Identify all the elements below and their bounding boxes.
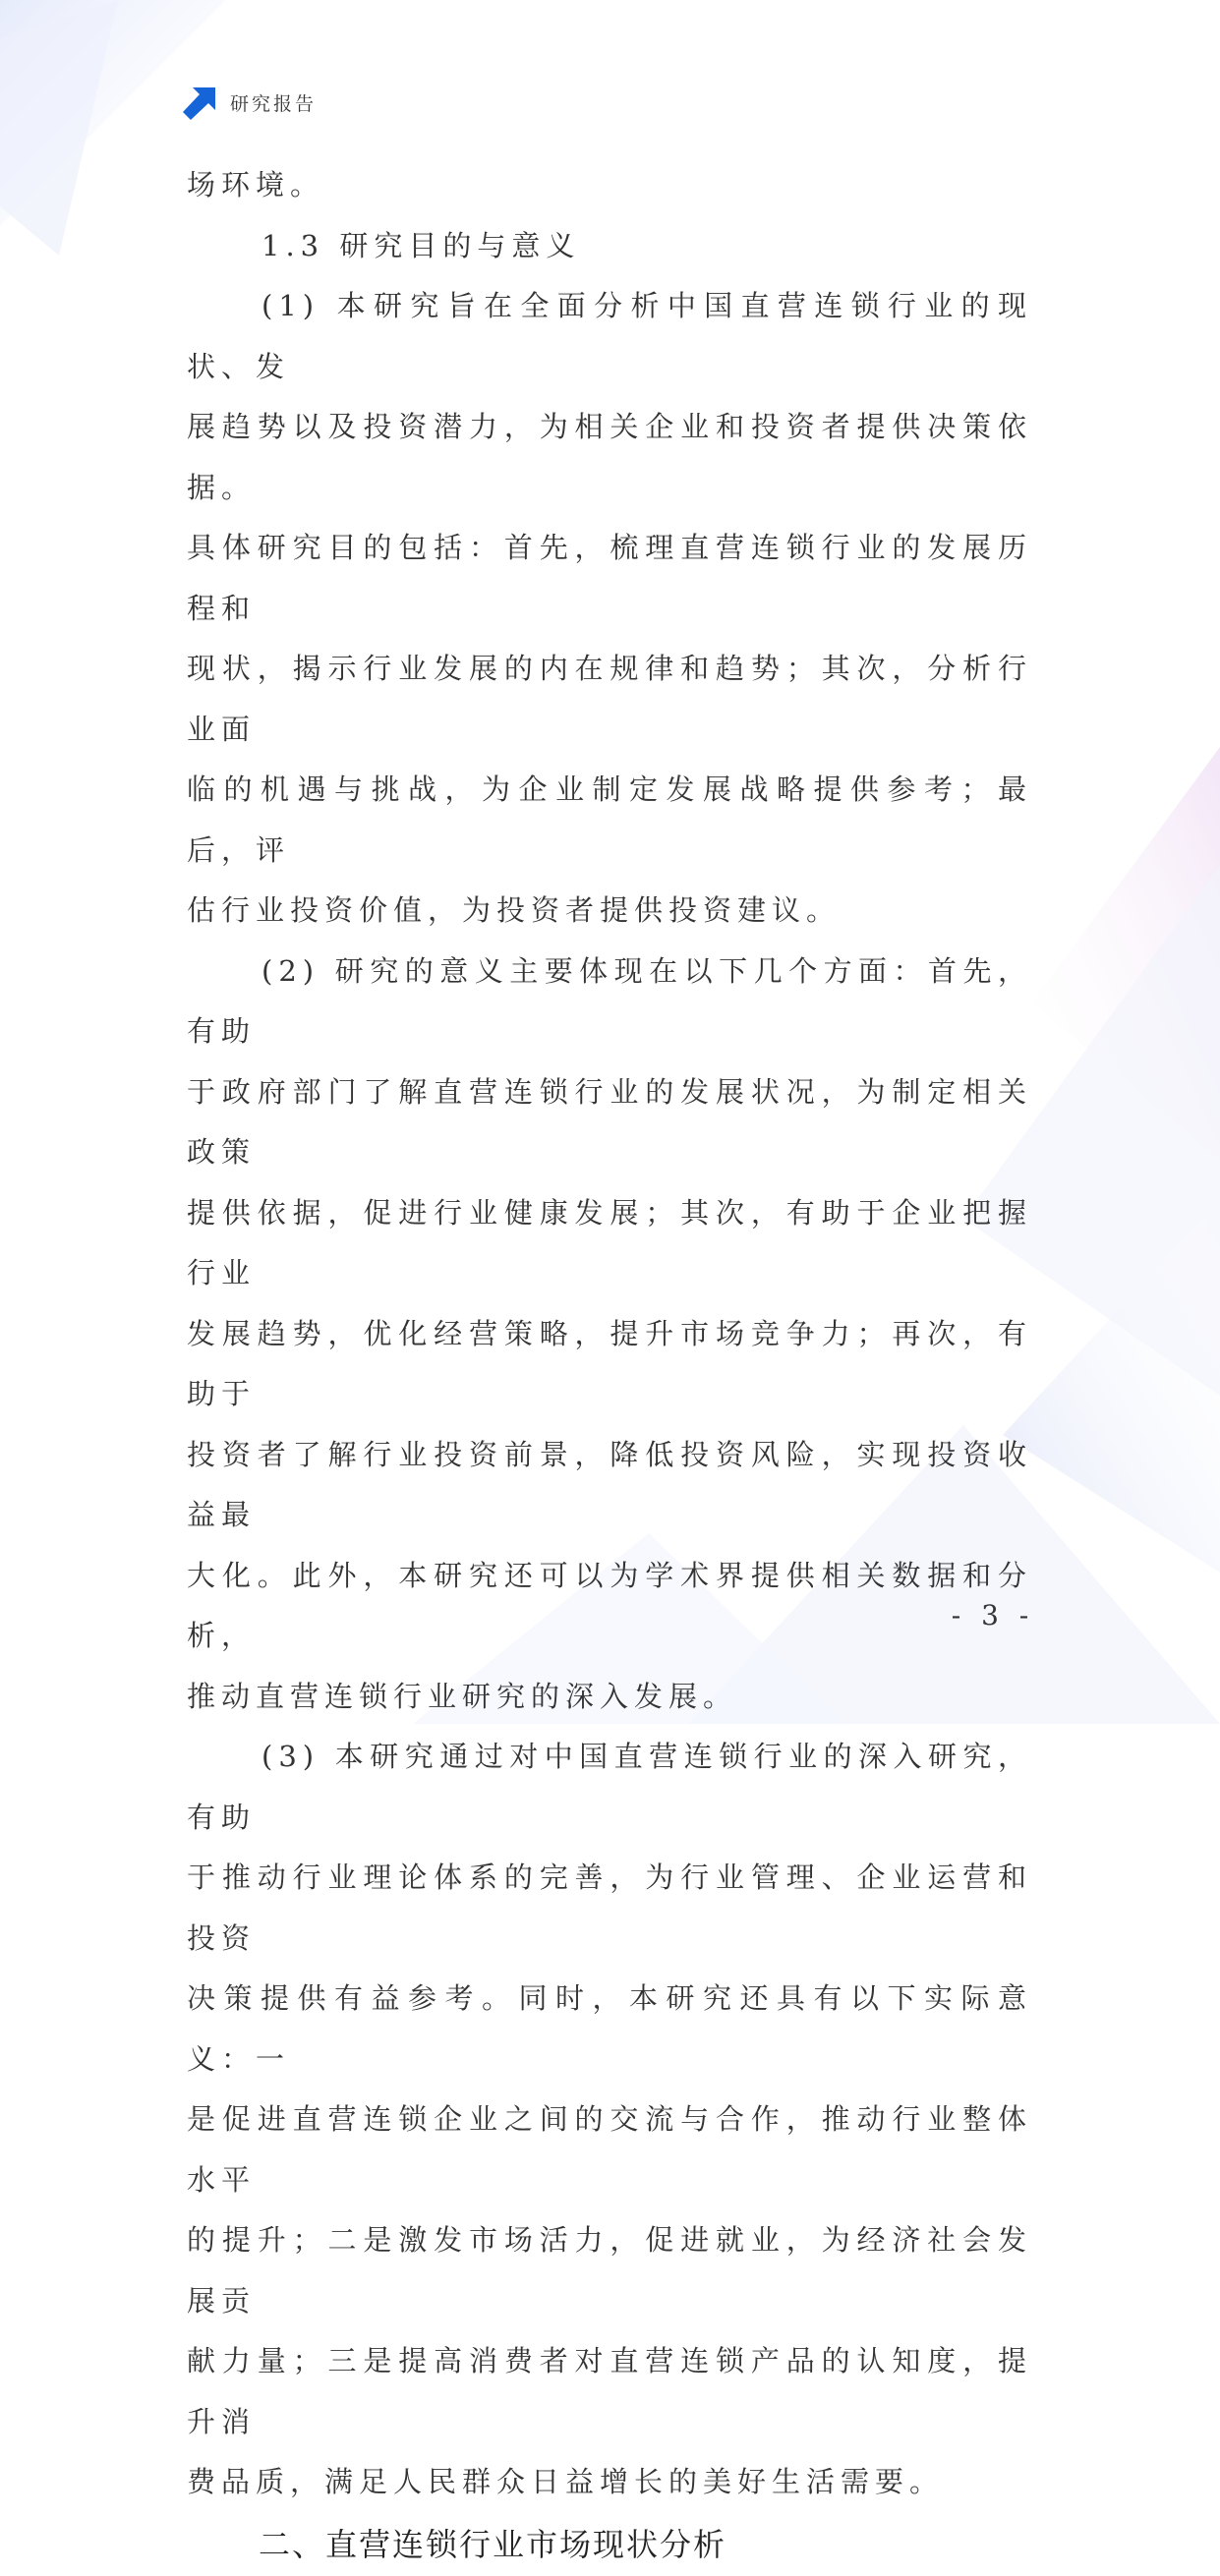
- chapter-heading: 二、直营连锁行业市场现状分析: [259, 2525, 727, 2563]
- arrow-up-right-icon: [183, 85, 218, 120]
- paragraph-2: (2) 研究的意义主要体现在以下几个方面：首先，有助 于政府部门了解直营连锁行业的发展状况，为制定相关政策 提供依据，促进行业健康发展；其次，有助于企业把握行业 发展趋势，优化经营策略，提升市场竞争力；再次，有助于 投资者了解行业投资前景，降低投资风险，实现投资收益最 大化。此外，本研究还可以为学术界提供相关数据和分析， 推动直营连锁行业研究的深入发展。: [187, 953, 1032, 1713]
- paragraph-3: (3) 本研究通过对中国直营连锁行业的深入研究，有助 于推动行业理论体系的完善，为行业管理、企业运营和投资 决策提供有益参考。同时，本研究还具有以下实际意义：一 是促进直营连锁企业之间的交流与合作，推动行业整体水平 的提升；二是激发市场活力，促进就业，为经济社会发展贡 献力量；三是提高消费者对直营连锁产品的认知度，提升消 费品质，满足人民群众日益增长的美好生活需要。: [187, 1740, 1032, 2498]
- report-header: [183, 85, 317, 120]
- carry-over-text: 场环境。: [187, 168, 325, 201]
- header-title: 研究报告: [230, 92, 318, 115]
- paragraph-1: (1) 本研究旨在全面分析中国直营连锁行业的现状、发 展趋势以及投资潜力，为相关企业和投资者提供决策依据。 具体研究目的包括：首先，梳理直营连锁行业的发展历程和 现状，揭示行业发展的内在规律和趋势；其次，分析行业面 临的机遇与挑战，为企业制定发展战略提供参考；最后，评 估行业投资价值，为投资者提供投资建议。: [187, 289, 1032, 927]
- document-body: [187, 155, 1032, 2576]
- section-heading-1-3: 1.3 研究目的与意义: [261, 228, 581, 262]
- page-number: - 3 -: [951, 1599, 1035, 1631]
